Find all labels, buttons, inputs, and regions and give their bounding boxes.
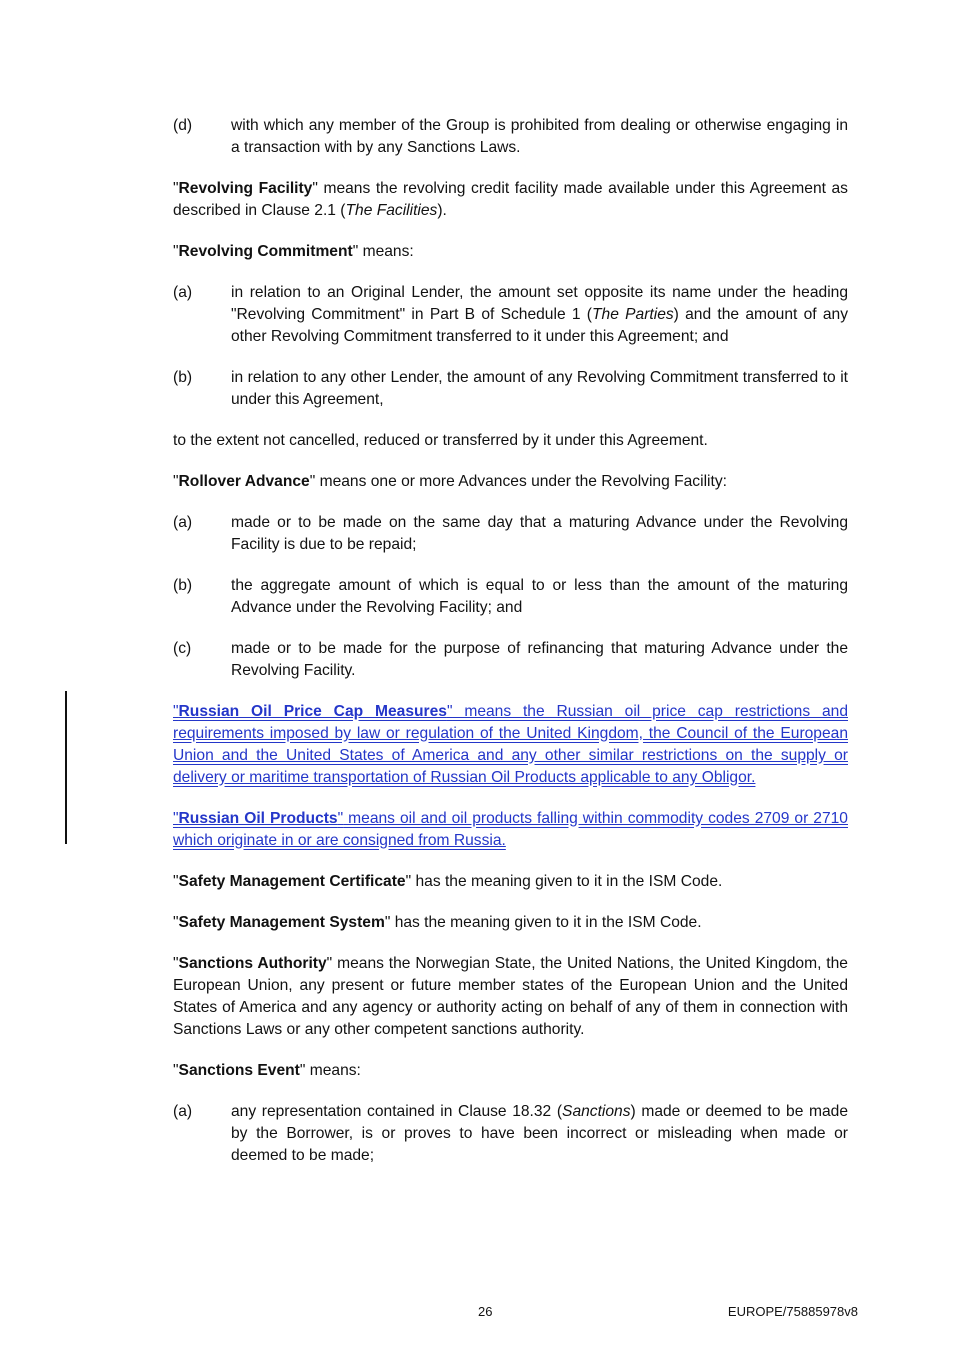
definition-text: means: bbox=[305, 1062, 361, 1079]
clause-text: with which any member of the Group is prohibited from dealing or otherwise engaging in a transaction with by any Sanctions Laws. bbox=[231, 117, 848, 156]
clause-d bbox=[173, 115, 848, 159]
definition-sanctions-event: "Sanctions Event" means: bbox=[173, 1062, 361, 1079]
definition-sanctions-authority: "Sanctions Authority" means the Norwegian State, the United Nations, the United Kingdom, the European Union, any present or future member states of the European Union and the United States of America and any agency or authority acting on behalf of any of them in connection with Sanctions Laws or any other competent sanctions authority. bbox=[173, 955, 848, 1038]
clause-text: in relation to any other Lender, the amount of any Revolving Commitment transferred to it under this Agreement, bbox=[231, 369, 848, 408]
clause-label: (d) bbox=[173, 117, 193, 134]
clause-label: (a) bbox=[173, 284, 193, 301]
defined-term: Sanctions Event bbox=[178, 1062, 300, 1079]
clause-text-end: ) made or deemed to be made by the Borrower, is or proves to have been incorrect or misleading when made or deemed to be made; bbox=[231, 1103, 848, 1164]
clause-text: made or to be made on the same day that a maturing Advance under the Revolving Facility is due to be repaid; bbox=[231, 514, 848, 553]
clause-text: any representation contained in Clause 18.32 ( bbox=[231, 1103, 563, 1120]
definition-safety-management-certificate: "Safety Management Certificate" has the meaning given to it in the ISM Code. bbox=[173, 873, 723, 890]
rollover-advance-b bbox=[173, 575, 848, 619]
revolving-commitment-a bbox=[173, 282, 848, 348]
defined-term: Safety Management System bbox=[178, 914, 385, 931]
clause-text: made or to be made for the purpose of refinancing that maturing Advance under the Revolving Facility. bbox=[231, 640, 848, 679]
change-bar bbox=[65, 798, 67, 844]
clause-reference: The Facilities bbox=[345, 202, 438, 219]
definition-revolving-commitment: "Revolving Commitment" means: bbox=[173, 243, 414, 260]
clause-label: (a) bbox=[173, 514, 193, 531]
rollover-advance-a bbox=[173, 512, 848, 556]
clause-label: (a) bbox=[173, 1103, 193, 1120]
change-bar bbox=[65, 691, 67, 803]
definition-text: means the Russian oil price cap restrictions and requirements imposed by law or regulation of the United Kingdom, the Council of the European Union and the United States of America and any other similar restrictions on the supply or delivery or maritime transportation of Russian Oil Products applicable to any Obligor. bbox=[173, 703, 848, 786]
clause-reference: The Parties bbox=[592, 306, 674, 323]
defined-term: Russian Oil Price Cap Measures bbox=[178, 703, 447, 720]
clause-label: (b) bbox=[173, 369, 193, 386]
defined-term: Russian Oil Products bbox=[178, 810, 338, 827]
document-reference: EUROPE/75885978v8 bbox=[727, 1304, 858, 1319]
definition-text: has the meaning given to it in the ISM Code. bbox=[411, 873, 723, 890]
revolving-commitment-tail: to the extent not cancelled, reduced or transferred by it under this Agreement. bbox=[173, 432, 708, 449]
defined-term: Revolving Facility bbox=[178, 180, 313, 197]
definition-text: means the Norwegian State, the United Nations, the United Kingdom, the European Union, any present or future member states of the European Union and the United States of America and any agency or authority acting on behalf of any of them in connection with Sanctions Laws or any other competent sanctions authority. bbox=[173, 955, 848, 1038]
defined-term: Rollover Advance bbox=[178, 473, 310, 490]
defined-term: Sanctions Authority bbox=[178, 955, 327, 972]
revolving-commitment-b bbox=[173, 367, 848, 411]
clause-reference: Sanctions bbox=[562, 1103, 631, 1120]
definition-russian-oil-products: "Russian Oil Products" means oil and oil products falling within commodity codes 2709 or 2710 which originate in or are consigned from Russia. bbox=[173, 808, 848, 852]
definition-safety-management-system: "Safety Management System" has the meaning given to it in the ISM Code. bbox=[173, 914, 702, 931]
document-page bbox=[173, 115, 848, 1186]
definition-text-end: ). bbox=[437, 202, 447, 219]
clause-text: the aggregate amount of which is equal to or less than the amount of the maturing Advance under the Revolving Facility; and bbox=[231, 577, 848, 616]
defined-term: Safety Management Certificate bbox=[178, 873, 406, 890]
definition-text: means the revolving credit facility made available under this Agreement as described in Clause 2.1 ( bbox=[173, 180, 848, 219]
definition-rollover-advance: "Rollover Advance" means one or more Advances under the Revolving Facility: bbox=[173, 473, 727, 490]
definition-text: means: bbox=[358, 243, 414, 260]
clause-label: (c) bbox=[173, 640, 192, 657]
definition-text: means oil and oil products falling within commodity codes 2709 or 2710 which originate in or are consigned from Russia. bbox=[173, 810, 848, 849]
definition-revolving-facility: "Revolving Facility" means the revolving credit facility made available under this Agreement as described in Clause 2.1 (The Facilities). bbox=[173, 180, 848, 219]
defined-term: Revolving Commitment bbox=[178, 243, 353, 260]
clause-text-end: ) and the amount of any other Revolving Commitment transferred to it under this Agreement; and bbox=[231, 306, 848, 345]
definition-russian-oil-price-cap-measures: "Russian Oil Price Cap Measures" means the Russian oil price cap restrictions and requirements imposed by law or regulation of the United Kingdom, the Council of the European Union and the United States of America and any other similar restrictions on the supply or delivery or maritime transportation of Russian Oil Products applicable to any Obligor. bbox=[173, 701, 848, 789]
clause-label: (b) bbox=[173, 577, 193, 594]
clause-text: in relation to an Original Lender, the amount set opposite its name under the heading "Revolving Commitment" in Part B of Schedule 1 ( bbox=[231, 284, 848, 323]
rollover-advance-c bbox=[173, 638, 848, 682]
definition-text: means one or more Advances under the Revolving Facility: bbox=[315, 473, 727, 490]
page-number: 26 bbox=[478, 1304, 493, 1319]
sanctions-event-a bbox=[173, 1101, 848, 1167]
definition-text: has the meaning given to it in the ISM Code. bbox=[390, 914, 702, 931]
